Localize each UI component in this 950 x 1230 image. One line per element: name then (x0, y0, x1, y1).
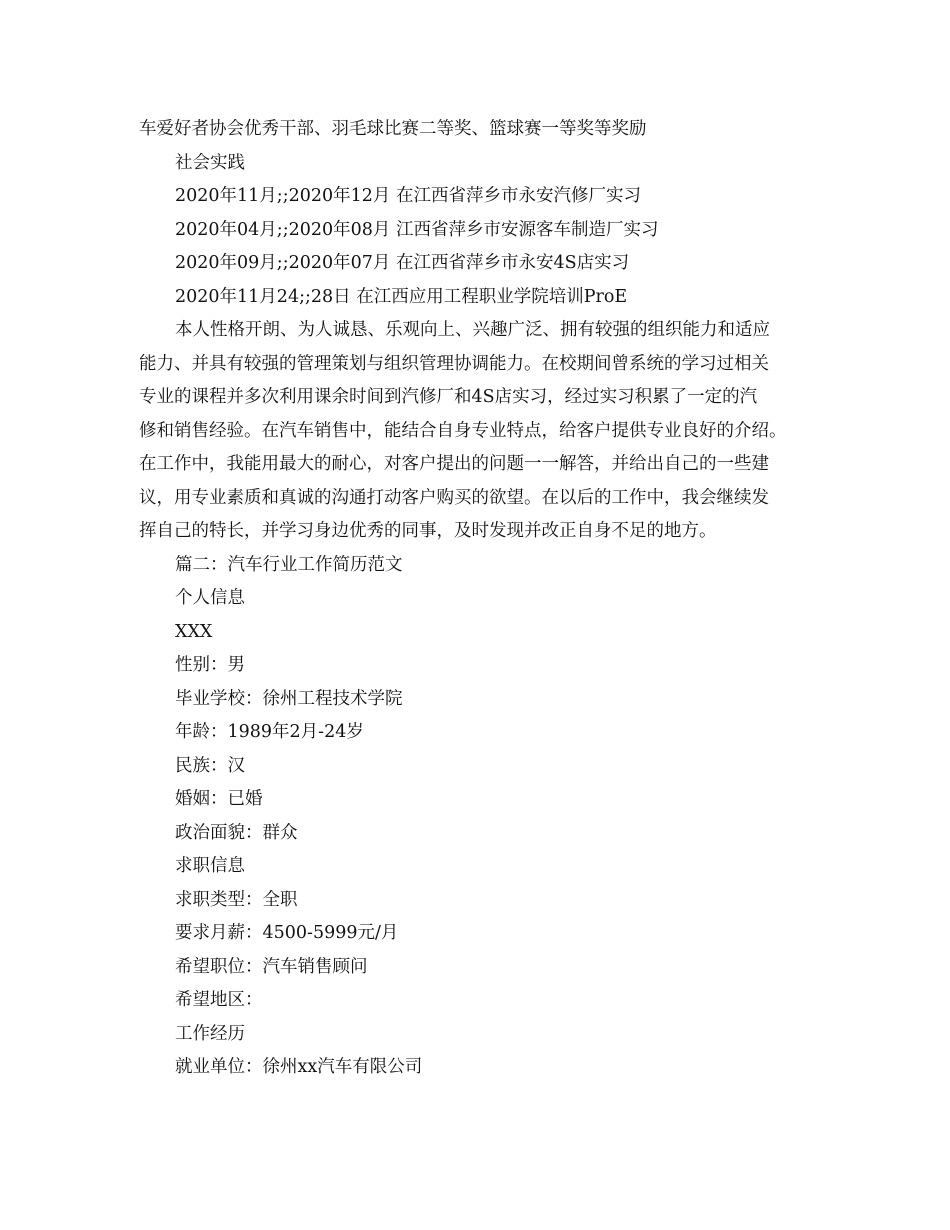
text-line: 求职类型：全职 (175, 889, 298, 910)
text-line: 专业的课程并多次利用课余时间到汽修厂和4S店实习，经过实习积累了一定的汽 (139, 387, 758, 407)
text-line: 2020年11月;;2020年12月 在江西省萍乡市永安汽修厂实习 (175, 186, 641, 206)
text-line: 能力、并具有较强的管理策划与组织管理协调能力。在校期间曾系统的学习过相关 (139, 353, 769, 374)
text-line: 本人性格开朗、为人诚恳、乐观向上、兴趣广泛、拥有较强的组织能力和适应 (175, 320, 770, 340)
text-line: 2020年09月;;2020年07月 在江西省萍乡市永安4S店实习 (175, 253, 630, 273)
text-line: 2020年04月;;2020年08月 江西省萍乡市安源客车制造厂实习 (175, 219, 659, 240)
text-line: 求职信息 (175, 856, 245, 876)
text-line: 修和销售经验。在汽车销售中，能结合自身专业特点，给客户提供专业良好的介绍。 (139, 420, 787, 441)
text-line: 挥自己的特长，并学习身边优秀的同事，及时发现并改正自身不足的地方。 (139, 521, 717, 541)
text-line: 篇二：汽车行业工作简历范文 (175, 554, 403, 575)
text-line: 民族：汉 (175, 755, 245, 776)
text-line: 性别：男 (175, 655, 245, 675)
text-line: 毕业学校：徐州工程技术学院 (175, 688, 403, 709)
text-line: 希望职位：汽车销售顾问 (175, 956, 368, 977)
text-line: 在工作中，我能用最大的耐心，对客户提出的问题一一解答，并给出自己的一些建 (139, 454, 769, 474)
text-line: 社会实践 (175, 152, 245, 173)
text-line: 议，用专业素质和真诚的沟通打动客户购买的欲望。在以后的工作中，我会继续发 (139, 487, 769, 508)
text-line: 希望地区： (175, 990, 263, 1010)
text-line: 政治面貌：群众 (175, 822, 298, 843)
document-body (139, 113, 839, 1085)
text-line: 车爱好者协会优秀干部、羽毛球比赛二等奖、篮球赛一等奖等奖励 (139, 119, 647, 139)
text-line: 年龄：1989年2月-24岁 (175, 722, 364, 742)
text-line: 工作经历 (175, 1023, 245, 1044)
text-line: 2020年11月24;;28日 在江西应用工程职业学院培训ProE (175, 286, 628, 307)
text-line: 婚姻：已婚 (175, 789, 263, 809)
text-line: 个人信息 (175, 588, 245, 608)
text-line: 要求月薪：4500-5999元/月 (175, 923, 399, 943)
text-line: 就业单位：徐州xx汽车有限公司 (175, 1057, 423, 1077)
text-line: XXX (175, 621, 213, 642)
